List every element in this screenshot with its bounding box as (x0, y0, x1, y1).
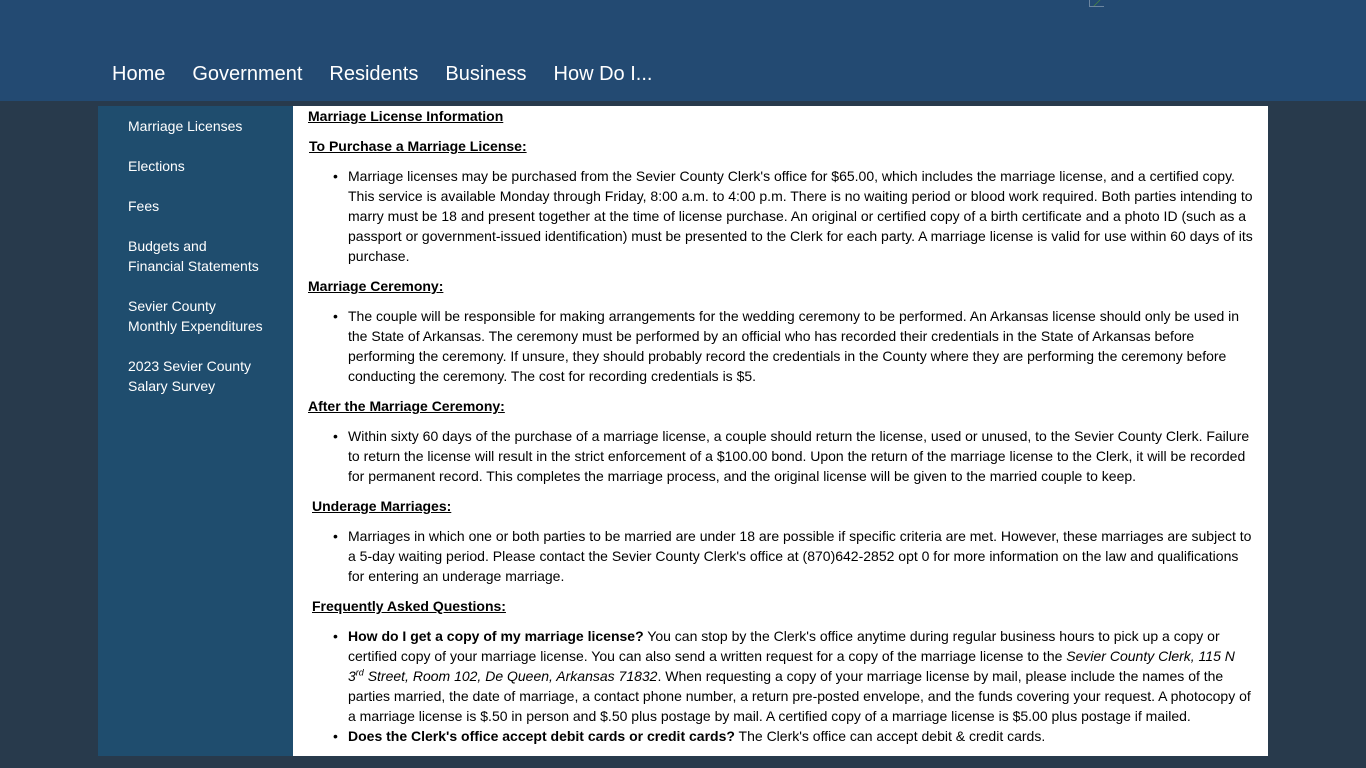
sidebar-item-label: Marriage Licenses (128, 118, 243, 134)
site-header (0, 0, 1366, 101)
sidebar-item-label: Monthly Expenditures (128, 318, 263, 334)
nav-home[interactable]: Home (112, 63, 166, 85)
nav-government[interactable]: Government (192, 63, 303, 85)
clerk-address-cont: Street, Room 102, De Queen, Arkansas 71832 (363, 668, 658, 684)
section-heading-ceremony: Marriage Ceremony: (308, 278, 444, 294)
broken-logo-image (1089, 0, 1104, 7)
sidebar (98, 106, 293, 756)
sidebar-item-budgets[interactable] (128, 236, 288, 276)
faq-item (348, 626, 1253, 726)
section-heading-after-ceremony: After the Marriage Ceremony: (308, 398, 505, 414)
section-heading-faq: Frequently Asked Questions: (312, 598, 506, 614)
section-heading-purchase: To Purchase a Marriage License: (309, 138, 527, 154)
ordinal-suffix: rd (355, 667, 364, 678)
faq-answer: You can stop by the Clerk's office anytime during regular business hours to pick up a copy or certified copy of your marriage license. You can also send a written request for a copy of the marriage license to the (348, 628, 1220, 664)
faq-answer: The Clerk's office can accept debit & credit cards. (734, 728, 1046, 744)
faq-answer-cont: . When requesting a copy of your marriage license by mail, please include the names of the parties married, the date of marriage, a contact phone number, a return pre-posted envelope, and the funds covering your request. A photocopy of a marriage license is $.50 in person and $.50 plus postage by mail. A certified copy of a marriage license is $5.00 plus postage if mailed. (348, 668, 1251, 724)
sidebar-item-label: Budgets and (128, 238, 207, 254)
after-ceremony-bullet: • Within sixty 60 days of the purchase of a marriage license, a couple should return the license, used or unused, to the Sevier County Clerk. Failure to return the license will result in the strict enforcement of a $100.00 bond. Upon the return of the marriage license to the Clerk, it will be recorded for permanent record. This completes the marriage process, and the original license will be given to the married couple to keep. (348, 426, 1253, 486)
sidebar-item-marriage-licenses[interactable] (128, 116, 288, 136)
sidebar-item-salary-survey[interactable] (128, 356, 288, 396)
sidebar-item-label: Elections (128, 158, 185, 174)
purchase-bullet: • Marriage licenses may be purchased from the Sevier County Clerk's office for $65.00, which includes the marriage license, and a certified copy. This service is available Monday through Friday, 8:00 a.m. to 4:00 p.m. There is no waiting period or blood work required. Both parties intending to marry must be 18 and present together at the time of license purchase. An original or certified copy of a birth certificate and a photo ID (such as a passport or government-issued identification) must be presented to the Clerk for each party. A marriage license is valid for use within 60 days of its purchase. (348, 166, 1253, 266)
sidebar-item-fees[interactable] (128, 196, 288, 216)
nav-residents[interactable]: Residents (329, 63, 419, 85)
sidebar-item-expenditures[interactable] (128, 296, 288, 336)
faq-item (348, 726, 1253, 746)
nav-business[interactable]: Business (445, 63, 527, 85)
faq-question: Does the Clerk's office accept debit cards or credit cards? (348, 728, 735, 744)
sidebar-item-label: Salary Survey (128, 378, 216, 394)
main-content (293, 106, 1268, 756)
page-title: Marriage License Information (308, 108, 504, 124)
main-nav (112, 62, 652, 86)
sidebar-item-label: Fees (128, 198, 160, 214)
sidebar-item-label: 2023 Sevier County (128, 358, 251, 374)
nav-how-do-i[interactable]: How Do I... (553, 63, 653, 85)
sidebar-item-elections[interactable] (128, 156, 288, 176)
underage-bullet: • Marriages in which one or both parties to be married are under 18 are possible if specific criteria are met. However, these marriages are subject to a 5-day waiting period. Please contact the Sevier County Clerk's office at (870)642-2852 opt 0 for more information on the law and qualifications for entering an underage marriage. (348, 526, 1253, 586)
ceremony-bullet: • The couple will be responsible for making arrangements for the wedding ceremony to be performed. An Arkansas license should only be used in the State of Arkansas. The ceremony must be performed by an official who has recorded their credentials in the State of Arkansas before performing the ceremony. If unsure, they should probably record the credentials in the County where they are performing the ceremony before conducting the ceremony. The cost for recording credentials is $5. (348, 306, 1253, 386)
faq-question: How do I get a copy of my marriage license? (348, 628, 644, 644)
sidebar-item-label: Financial Statements (128, 258, 259, 274)
sidebar-item-label: Sevier County (128, 298, 216, 314)
section-heading-underage: Underage Marriages: (312, 498, 452, 514)
clerk-address: Sevier County Clerk, 115 N 3 (348, 648, 1235, 684)
